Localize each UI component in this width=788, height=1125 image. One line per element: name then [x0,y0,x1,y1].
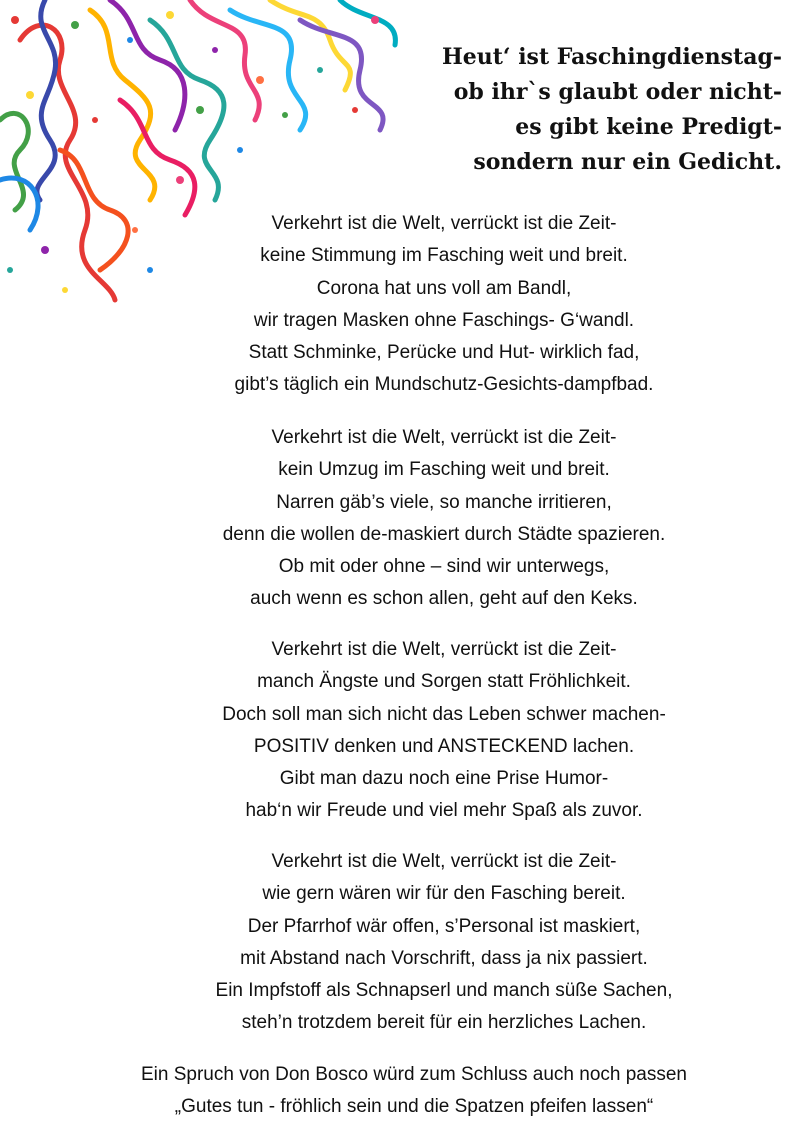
poem-stanza-4 [50,846,788,1040]
verse-line: Gibt man dazu noch eine Prise Humor- [279,768,609,790]
verse-line: denn die wollen de-maskiert durch Städte spazieren. [222,523,666,545]
header-line: Heut‘ ist Faschingdienstag- [441,44,782,70]
verse-line: Verkehrt ist die Welt, verrückt ist die Zeit- [271,427,617,448]
verse-line: Verkehrt ist die Welt, verrückt ist die Zeit- [271,639,617,660]
verse-line: auch wenn es schon allen, geht auf den Keks. [250,588,638,610]
verse-line: Corona hat uns voll am Bandl, [316,277,572,299]
verse-line: Der Pfarrhof wär offen, s’Personal ist maskiert, [247,915,641,937]
verse-line: Verkehrt ist die Welt, verrückt ist die Zeit- [271,213,617,234]
verse-line: Statt Schminke, Perücke und Hut- wirklich fad, [248,342,640,364]
verse-line: POSITIV denken und ANSTECKEND lachen. [253,735,635,757]
closing-quote [20,1059,788,1124]
verse-line: Ein Impfstoff als Schnapserl und manch süße Sachen, [215,980,673,1002]
verse-line: manch Ängste und Sorgen statt Fröhlichkeit. [257,671,631,693]
verse-line: keine Stimmung im Fasching weit und breit. [260,245,628,267]
header-line: ob ihr`s glaubt oder nicht- [453,79,782,105]
verse-line: Doch soll man sich nicht das Leben schwer machen- [222,703,666,725]
closing-line: „Gutes tun - fröhlich sein und die Spatzen pfeifen lassen“ [174,1096,654,1118]
verse-line: kein Umzug im Fasching weit und breit. [278,459,610,481]
poem-stanza-3 [50,634,788,828]
verse-line: wir tragen Masken ohne Faschings- G‘wandl. [253,309,635,331]
header-line: es gibt keine Predigt- [515,114,782,140]
header-line: sondern nur ein Gedicht. [473,149,782,175]
verse-line: Ob mit oder ohne – sind wir unterwegs, [278,556,610,578]
closing-line: Ein Spruch von Don Bosco würd zum Schluss auch noch passen [140,1064,688,1085]
verse-line: gibt’s täglich ein Mundschutz-Gesichts-dampfbad. [234,374,654,396]
verse-line: mit Abstand nach Vorschrift, dass ja nix passiert. [240,947,648,969]
verse-line: hab‘n wir Freude und viel mehr Spaß als zuvor. [245,800,643,822]
poem-stanza-1 [50,208,788,402]
verse-line: Verkehrt ist die Welt, verrückt ist die Zeit- [271,851,617,872]
verse-line: Narren gäb’s viele, so manche irritieren, [276,491,612,513]
page-header [362,40,782,180]
verse-line: wie gern wären wir für den Fasching bereit. [262,883,626,905]
verse-line: steh’n trotzdem bereit für ein herzliches Lachen. [241,1012,647,1034]
poem-stanza-2 [50,422,788,616]
